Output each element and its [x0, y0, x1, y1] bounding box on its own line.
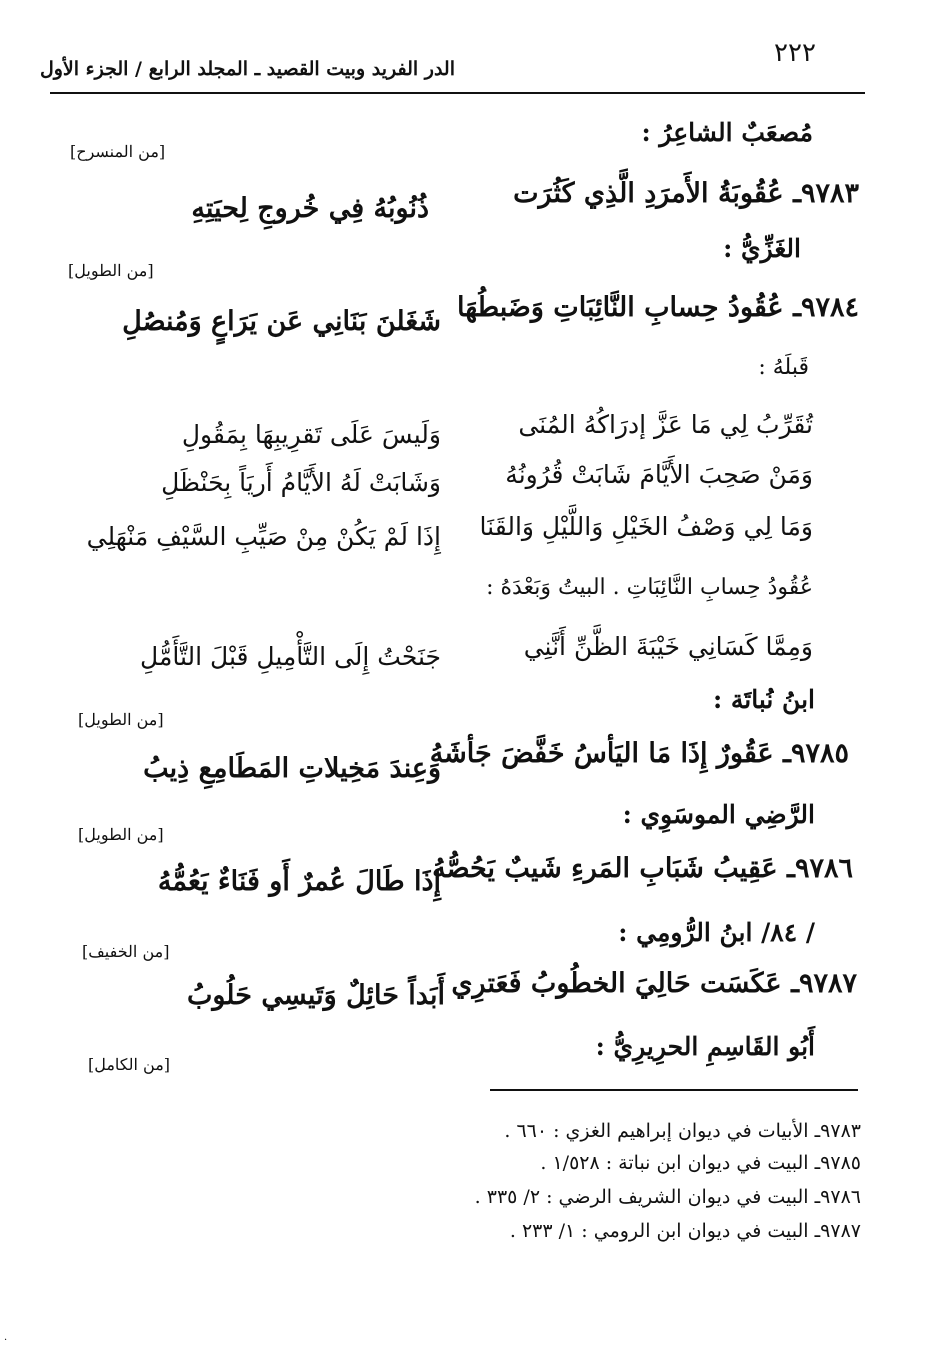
running-title: الدر الفريد وبيت القصيد ـ المجلد الرابع / الجزء الأول — [39, 58, 455, 80]
meter-label: [من الطويل] — [78, 825, 164, 844]
verse-hemistich-first: ٩٧٨٦ـ عَقِيبُ شَبَابِ المَرءِ شَيبٌ يَحُصُّهُ — [432, 853, 853, 884]
verse-hemistich-first: وَمَا لِي وَصْفُ الخَيْلِ وَاللَّيْلِ وَالقَنَا — [479, 512, 813, 541]
scan-mark: · — [4, 1335, 8, 1346]
footnote: ٩٧٨٣ـ الأبيات في ديوان إبراهيم الغزي : ٦٦٠ . — [504, 1120, 861, 1142]
poet-name: ابنُ نُباتَة : — [712, 685, 815, 714]
verse-hemistich-second: أَبَداً حَائِلٌ وَتَيسِي حَلُوبُ — [186, 980, 445, 1011]
meter-label: [من الخفيف] — [82, 942, 170, 961]
poet-name: مُصعَبٌ الشاعِرُ : — [641, 118, 813, 147]
verse-hemistich-second: ذُنُوبُهُ فِي خُروجِ لِحيَتِهِ — [191, 193, 429, 224]
verse-hemistich-first: وَمِمَّا كَسَانِي خَيْبَةَ الظَّنِّ أَنَّنِي — [523, 632, 813, 661]
verse-hemistich-first: ٩٧٨٤ـ عُقُودُ حِسابِ النَّائِبَاتِ وَضَبطُهَا — [456, 292, 859, 323]
verse-hemistich-second: شَغَلنَ بَنَانِي عَن يَرَاعٍ وَمُنصُلِ — [122, 306, 441, 337]
poet-name: أَبُو القَاسِمِ الحرِيرِيُّ : — [595, 1032, 815, 1061]
meter-label: [من الطويل] — [78, 710, 164, 729]
footnote: ٩٧٨٧ـ البيت في ديوان ابن الرومي : ١/ ٢٣٣ . — [509, 1220, 861, 1242]
verse-hemistich-first: وَمَنْ صَحِبَ الأَيَّامَ شَابَتْ قُرُونُهُ — [505, 460, 813, 489]
verse-hemistich-first: ٩٧٨٣ـ عُقُوبَةُ الأَمرَدِ الَّذِي كَثُرَت — [513, 178, 859, 209]
poet-name: / ٨٤/ ابنُ الرُّومِي : — [618, 918, 815, 947]
verse-hemistich-first: ٩٧٨٧ـ عَكَسَت حَالِيَ الخطُوبُ فَعَترِي — [451, 968, 857, 999]
footnote: ٩٧٨٥ـ البيت في ديوان ابن نباتة : ١/٥٢٨ . — [540, 1152, 861, 1174]
note-before: قَبلَهُ : — [758, 355, 809, 380]
verse-hemistich-second: وَعِندَ مَخِيلاتِ المَطَامِعِ ذِيبُ — [143, 753, 441, 784]
verse-hemistich-first: تُقَرِّبُ لِي مَا عَزَّ إدرَاكُهُ المُنَى — [518, 410, 813, 439]
footnote: ٩٧٨٦ـ البيت في ديوان الشريف الرضي : ٢/ ٣٣٥ . — [474, 1186, 861, 1208]
verse-hemistich-second: جَنَحْتُ إِلَى التَّأْمِيلِ قَبْلَ التَّأَمُّلِ — [140, 642, 441, 671]
meter-label: [من الطويل] — [68, 261, 154, 280]
note-after: عُقُودُ حِسابِ النَّائِبَاتِ . البيتُ وَبَعْدَهُ : — [486, 575, 813, 600]
page-number: ٢٢٢ — [774, 38, 816, 68]
verse-hemistich-second: وَلَيسَ عَلَى تَقرِيبِهَا بِمَقُولِ — [181, 420, 441, 449]
verse-hemistich-second: وَشَابَتْ لَهُ الأَيَّامُ أَريَاً بِحَنْظَلِ — [161, 468, 441, 497]
meter-label: [من الكامل] — [88, 1055, 171, 1074]
meter-label: [من المنسرح] — [70, 142, 166, 161]
footnote-rule — [490, 1089, 858, 1091]
verse-hemistich-second: إِذَا لَمْ يَكُنْ مِنْ صَيِّبِ السَّيْفِ مَنْهَلِي — [86, 522, 441, 551]
poet-name: الغَزِّيُّ : — [723, 234, 801, 263]
verse-hemistich-first: ٩٧٨٥ـ عَقُورٌ إِذَا مَا اليَأسُ خَفَّضَ جَأشَهُ — [429, 738, 849, 769]
verse-hemistich-second: إِذَا طَالَ عُمرٌ أَو فَنَاءٌ يَعُمُّهُ — [157, 866, 441, 897]
poet-name: الرَّضِي الموسَوِي : — [622, 800, 815, 829]
header-rule — [50, 92, 865, 94]
